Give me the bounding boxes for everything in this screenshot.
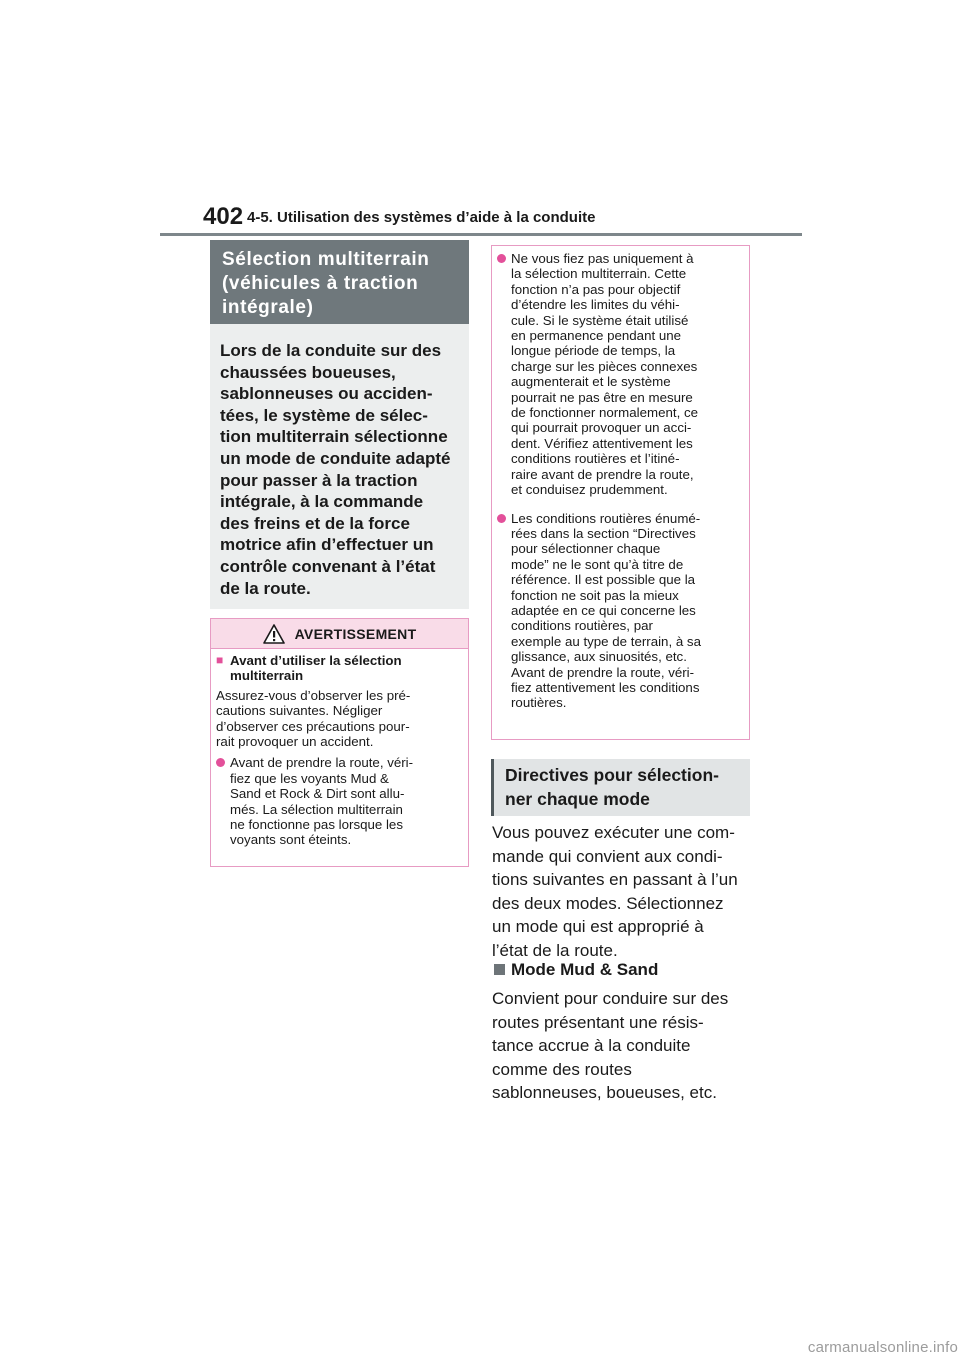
mode-paragraph — [492, 987, 754, 1105]
page-number: 402 — [203, 203, 244, 230]
caution-line: raire avant de prendre la route, — [511, 466, 694, 482]
caution-line: référence. Il est possible que la — [511, 572, 696, 588]
caution-line: de fonctionner normalement, ce — [511, 405, 699, 421]
caution-line: fiez attentivement les conditions — [511, 679, 700, 695]
square-bullet-icon: ■ — [216, 653, 224, 667]
mode-line: routes présentant une résis- — [492, 1012, 704, 1032]
caution-line: charge sur les pièces connexes — [511, 358, 698, 374]
caution-bullet — [497, 511, 743, 711]
intro-line: de la route. — [220, 578, 311, 598]
caution-line: conditions routières, par — [511, 618, 653, 634]
caution-line: mode” ne le sont qu’à titre de — [511, 556, 684, 572]
intro-line: motrice afin d’effectuer un — [220, 535, 434, 555]
section-title-box — [210, 240, 469, 324]
watermark: carmanualsonline.info — [807, 1339, 958, 1356]
intro-line: tées, le système de sélec- — [220, 405, 428, 425]
caution-line: longue période de temps, la — [511, 343, 676, 359]
warning-paragraph-line: cautions suivantes. Négliger — [216, 703, 383, 719]
directives-line: l’état de la route. — [492, 940, 618, 960]
warning-subheading-line: Avant d’utiliser la sélection — [230, 653, 402, 668]
directives-line: un mode qui est approprié à — [492, 917, 704, 936]
caution-bullet — [497, 251, 743, 498]
mode-heading-text: Mode Mud & Sand — [511, 960, 659, 979]
intro-box — [210, 324, 469, 609]
caution-line: dent. Vérifiez attentivement les — [511, 435, 693, 451]
warning-paragraph-line: d’observer ces précautions pour- — [216, 718, 410, 734]
warning-paragraph-line: rait provoquer un accident. — [216, 734, 374, 750]
caution-line: glissance, aux sinuosités, etc. — [511, 649, 687, 665]
directives-heading-line: ner chaque mode — [505, 789, 650, 809]
caution-line: la sélection multiterrain. Cette — [511, 266, 687, 282]
intro-line: des freins et de la force — [220, 513, 410, 533]
caution-line: cule. Si le système était utilisé — [511, 312, 689, 328]
warning-triangle-icon — [263, 624, 285, 644]
caution-line: Avant de prendre la route, véri- — [511, 664, 695, 680]
warning-body — [211, 649, 468, 848]
warning-paragraph — [216, 688, 463, 750]
caution-line: en permanence pendant une — [511, 328, 682, 344]
caution-line: Ne vous fiez pas uniquement à — [511, 251, 694, 266]
mode-line: comme des routes — [492, 1059, 632, 1079]
intro-line: intégrale, à la commande — [220, 492, 424, 512]
mode-line: sablonneuses, boueuses, etc. — [492, 1083, 717, 1102]
caution-line: pour sélectionner chaque — [511, 541, 661, 557]
caution-line: exemple au type de terrain, à sa — [511, 633, 701, 649]
header-rule — [160, 233, 802, 236]
caution-line: fonction ne soit pas la mieux — [511, 587, 679, 603]
caution-line: fonction n’a pas pour objectif — [511, 281, 681, 297]
directives-line: mande qui convient aux condi- — [492, 846, 723, 866]
mode-heading — [492, 958, 658, 981]
square-bullet-icon — [494, 964, 505, 975]
intro-line: pour passer à la traction — [220, 470, 418, 490]
caution-line: pourrait ne pas être en mesure — [511, 389, 693, 405]
directives-line: tions suivantes en passant à l’un — [492, 870, 738, 889]
caution-line: Les conditions routières énumé- — [511, 510, 701, 526]
warning-bullet-line: Avant de prendre la route, véri- — [230, 755, 414, 771]
caution-box — [491, 245, 750, 740]
warning-header — [211, 619, 468, 649]
caution-line: d’étendre les limites du véhi- — [511, 297, 680, 313]
caution-line: rées dans la section “Directives — [511, 525, 696, 541]
warning-bullet — [216, 755, 463, 847]
round-bullet-icon — [497, 254, 506, 263]
warning-subheading-line: multiterrain — [230, 668, 304, 684]
section-header: 4-5. Utilisation des systèmes d’aide à la conduite — [247, 209, 596, 226]
intro-line: chaussées boueuses, — [220, 362, 396, 382]
intro-line: Lors de la conduite sur des — [220, 341, 442, 360]
intro-line: sablonneuses ou acciden- — [220, 384, 433, 404]
warning-bullet-line: més. La sélection multiterrain — [230, 801, 403, 817]
caution-line: conditions routières et l’itiné- — [511, 451, 680, 467]
directives-line: des deux modes. Sélectionnez — [492, 893, 724, 913]
warning-paragraph-line: Assurez-vous d’observer les pré- — [216, 687, 411, 703]
warning-subheading — [216, 653, 463, 684]
section-title-line: (véhicules à traction — [222, 273, 419, 294]
intro-line: tion multiterrain sélectionne — [220, 427, 448, 447]
warning-bullet-line: voyants sont éteints. — [230, 832, 352, 848]
round-bullet-icon — [497, 514, 506, 523]
section-title-line: intégrale) — [222, 297, 314, 318]
intro-line: contrôle convenant à l’état — [220, 556, 436, 576]
warning-box — [210, 618, 469, 867]
section-title-line: Sélection multiterrain — [222, 249, 430, 270]
directives-heading-box — [491, 759, 750, 816]
round-bullet-icon — [216, 758, 225, 767]
warning-bullet-line: Sand et Rock & Dirt sont allu- — [230, 786, 405, 802]
directives-line: Vous pouvez exécuter une com- — [492, 823, 735, 842]
directives-paragraph — [492, 821, 754, 962]
caution-line: qui pourrait provoquer un acci- — [511, 420, 692, 436]
caution-line: adaptée en ce qui concerne les — [511, 602, 696, 618]
intro-line: un mode de conduite adapté — [220, 448, 451, 468]
warning-bullet-line: ne fonctionne pas lorsque les — [230, 817, 403, 833]
mode-line: tance accrue à la conduite — [492, 1036, 691, 1055]
warning-bullet-line: fiez que les voyants Mud & — [230, 770, 389, 786]
directives-heading-line: Directives pour sélection- — [505, 765, 719, 785]
warning-title: AVERTISSEMENT — [294, 625, 417, 642]
mode-line: Convient pour conduire sur des — [492, 989, 729, 1008]
caution-line: routières. — [511, 695, 567, 711]
caution-line: et conduisez prudemment. — [511, 482, 668, 498]
caution-line: augmenterait et le système — [511, 374, 671, 390]
